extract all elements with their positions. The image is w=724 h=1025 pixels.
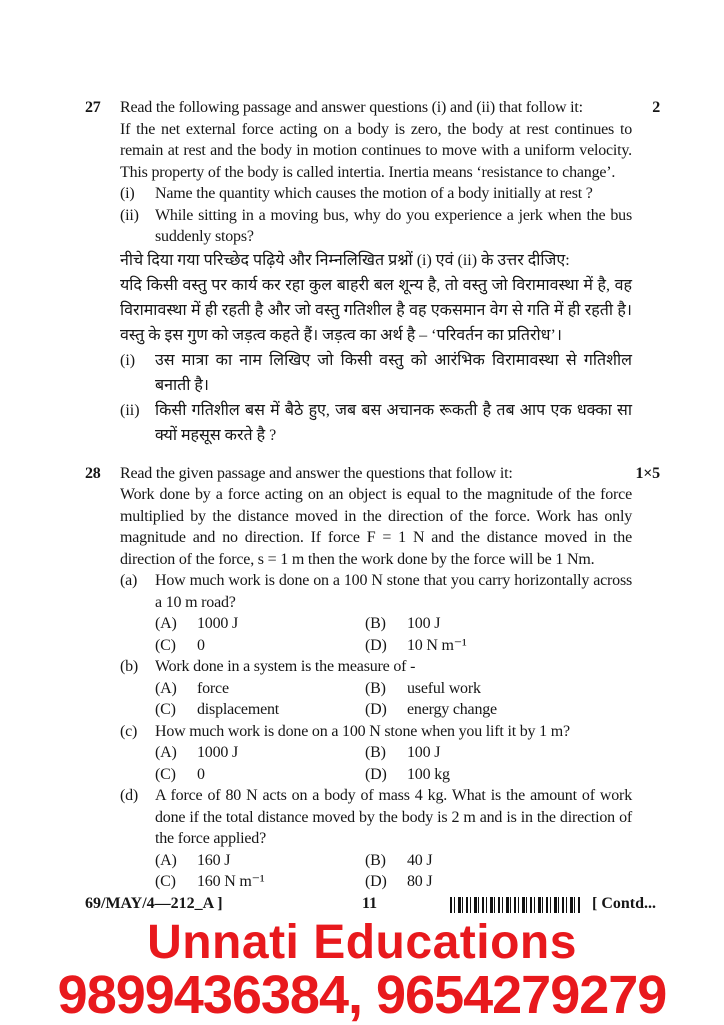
page-content — [85, 97, 660, 893]
option — [365, 850, 432, 872]
option-label: (B) — [365, 679, 386, 697]
option-value: 100 J — [407, 615, 441, 632]
option-value: 100 J — [407, 744, 441, 761]
mcq-label: (d) — [120, 787, 139, 804]
question-28 — [85, 463, 660, 893]
option-value: 40 J — [407, 851, 433, 869]
option-label: (D) — [365, 765, 387, 783]
mcq-d — [120, 785, 632, 893]
option-value: 100 kg — [407, 765, 450, 783]
option-label: (C) — [155, 701, 176, 718]
page-number: 11 — [362, 895, 378, 912]
option-label: (C) — [155, 765, 176, 783]
option — [155, 635, 365, 657]
option-value: 1000 J — [197, 615, 239, 632]
mcq-label: (b) — [120, 658, 139, 675]
option-value: 0 — [197, 636, 205, 654]
option-value: energy change — [407, 701, 497, 718]
option-value: 80 J — [407, 873, 433, 890]
question-title-hindi: नीचे दिया गया परिच्छेद पढ़िये और निम्नलिखित प्रश्नों (i) एवं (ii) के उत्तर दीजिए: — [120, 251, 570, 269]
question-title: Read the following passage and answer questions (i) and (ii) that follow it: — [120, 99, 583, 116]
option-label: (A) — [155, 744, 177, 761]
question-27 — [85, 97, 660, 448]
subquestion-text: किसी गतिशील बस में बैठे हुए, जब बस अचानक रूकती है तब आप एक धक्का सा क्यों महसूस करते है ? — [155, 401, 632, 444]
option-label: (A) — [155, 615, 177, 632]
option-label: (B) — [365, 851, 386, 869]
option-label: (B) — [365, 744, 386, 761]
option — [365, 764, 450, 786]
option-label: (B) — [365, 615, 386, 632]
barcode-icon — [450, 897, 580, 913]
option — [155, 613, 365, 635]
promo-overlay — [0, 916, 724, 1025]
mcq-c — [120, 721, 632, 786]
subquestion-label: (i) — [120, 185, 135, 202]
question-number: 28 — [85, 464, 101, 482]
question-number: 27 — [85, 99, 101, 116]
subquestion-label: (ii) — [120, 401, 140, 419]
option-label: (C) — [155, 636, 176, 654]
option — [365, 635, 467, 657]
footer-contd-label: [ Contd... — [592, 895, 657, 912]
mcq-text: A force of 80 N acts on a body of mass 4 kg. What is the amount of work done if the total distance moved by the body is 2 m and is in the direction of the force applied? — [155, 787, 632, 847]
option-value: useful work — [407, 679, 481, 697]
subquestion-hindi — [120, 398, 632, 448]
option — [155, 871, 365, 893]
option-value: 10 N m⁻¹ — [407, 636, 467, 654]
option-label: (C) — [155, 873, 176, 890]
question-passage: If the net external force acting on a body is zero, the body at rest continues to remain at rest and the body in motion continues to move with a uniform velocity. This property of the body is called intertia. Inertia means ‘resistance to change’. — [120, 120, 632, 181]
subquestion-text: उस मात्रा का नाम लिखिए जो किसी वस्तु को आरंभिक विरामावस्था से गतिशील बनाती है। — [155, 351, 632, 394]
option — [365, 699, 497, 721]
option — [155, 850, 365, 872]
option-value: displacement — [197, 701, 280, 718]
option — [155, 678, 365, 700]
subquestion-label: (ii) — [120, 206, 139, 224]
question-marks: 2 — [652, 99, 660, 116]
option-value: force — [197, 679, 229, 697]
option — [365, 742, 440, 764]
option — [365, 613, 440, 635]
promo-brand-name: Unnati Educations — [147, 916, 577, 969]
option-label: (D) — [365, 701, 387, 718]
subquestion-text: Name the quantity which causes the motion of a body initially at rest ? — [155, 185, 593, 202]
option-label: (A) — [155, 679, 177, 697]
mcq-b — [120, 656, 632, 721]
option-value: 1000 J — [197, 744, 239, 761]
promo-phone-numbers: 9899436384, 9654279279 — [57, 965, 667, 1025]
mcq-text: Work done in a system is the measure of - — [155, 658, 416, 675]
option — [155, 764, 365, 786]
question-title: Read the given passage and answer the questions that follow it: — [120, 464, 513, 482]
subquestion-label: (i) — [120, 351, 136, 369]
subquestion — [120, 205, 632, 248]
option — [155, 699, 365, 721]
subquestion-hindi — [120, 348, 632, 398]
option-label: (D) — [365, 636, 387, 654]
option — [155, 742, 365, 764]
option — [365, 871, 432, 893]
option-value: 0 — [197, 765, 205, 783]
mcq-text: How much work is done on a 100 N stone that you carry horizontally across a 10 m road? — [155, 572, 632, 611]
mcq-label: (c) — [120, 722, 138, 740]
mcq-text: How much work is done on a 100 N stone when you lift it by 1 m? — [155, 722, 570, 740]
question-passage: Work done by a force acting on an object is equal to the magnitude of the force multiplied by the distance moved in the direction of the force. Work has only magnitude and no direction. If force F = 1 N and the distance moved in the direction of the force, s = 1 m then the work done by the force will be 1 Nm. — [120, 486, 632, 568]
mcq-label: (a) — [120, 572, 138, 589]
mcq-a — [120, 570, 632, 656]
subquestion — [120, 183, 632, 205]
option-label: (A) — [155, 851, 177, 869]
option-value: 160 J — [197, 851, 231, 869]
option — [365, 678, 481, 700]
subquestion-text: While sitting in a moving bus, why do you experience a jerk when the bus suddenly stops? — [155, 206, 632, 245]
footer-paper-code: 69/MAY/4—212_A ] — [85, 895, 223, 912]
option-value: 160 N m⁻¹ — [197, 873, 265, 890]
option-label: (D) — [365, 873, 387, 890]
question-marks: 1×5 — [635, 464, 660, 482]
question-passage-hindi: यदि किसी वस्तु पर कार्य कर रहा कुल बाहरी बल शून्य है, तो वस्तु जो विरामावस्था में है, वह विरामावस्था में ही रहती है और जो वस्तु गतिशील है वह एकसमान वेग से गति में ही रहती है। वस्तु के इस गुण को जड़त्व कहते हैं। जड़त्व का अर्थ है – ‘परिवर्तन का प्रतिरोध’। — [120, 276, 632, 344]
